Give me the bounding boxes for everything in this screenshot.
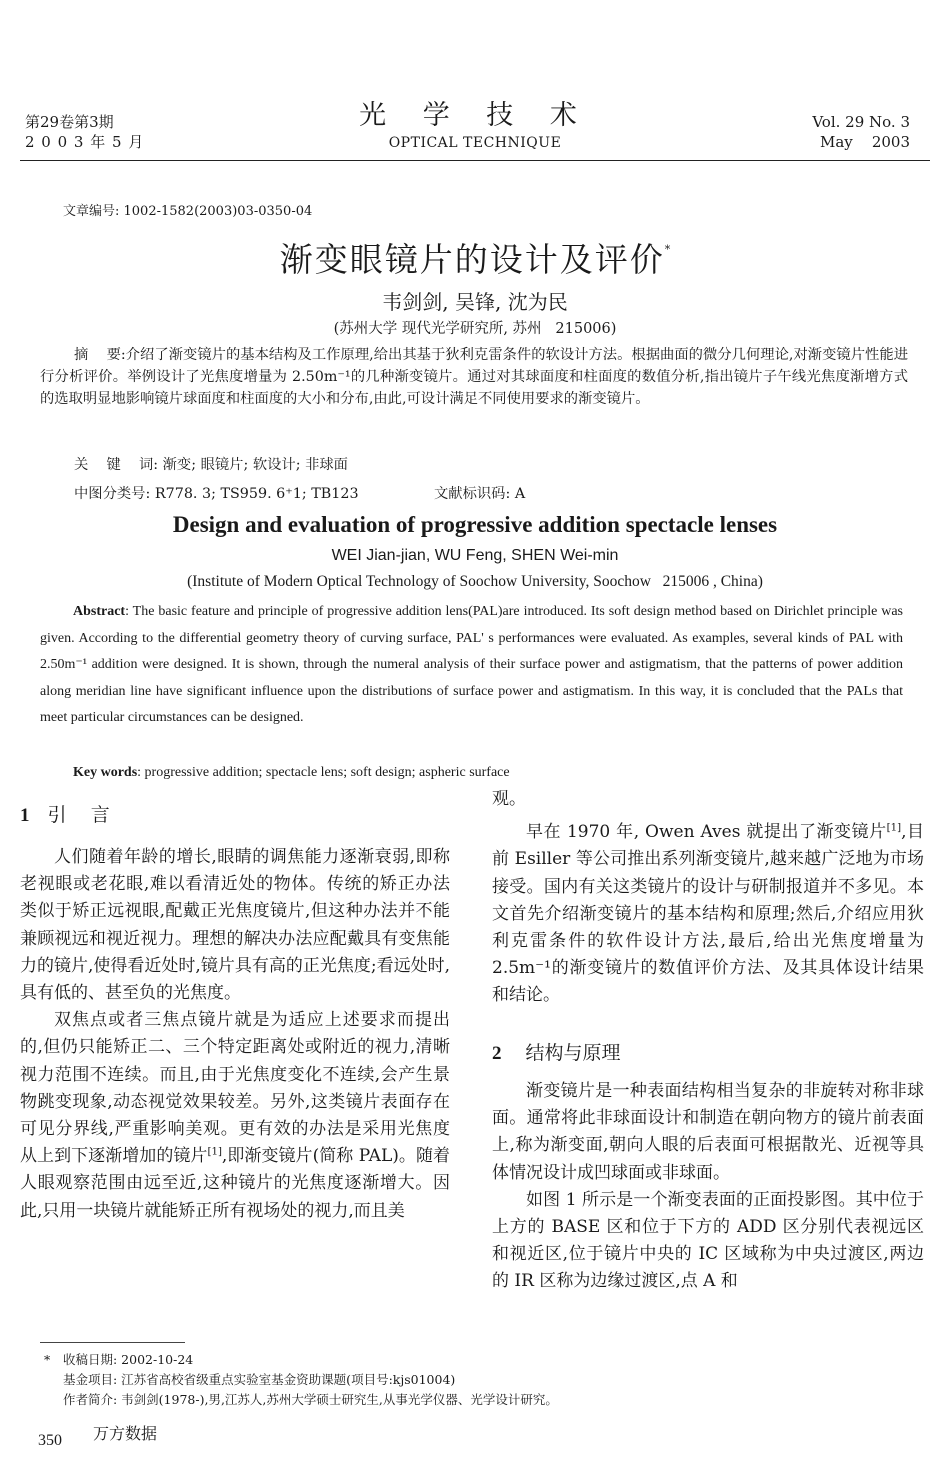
keywords-en: [73, 760, 510, 787]
author-bio: 作者简介: 韦剑剑(1978-),男,江苏人,苏州大学硕士研究生,从事光学仪器、光学设计研究。: [63, 1392, 558, 1407]
issue-volume: 第29卷第3期: [25, 113, 114, 131]
section-2-number: 2: [492, 1043, 502, 1064]
citation-ref: [1]: [207, 1146, 222, 1158]
volume-date: May 2003: [819, 133, 910, 151]
document-code: [434, 483, 525, 505]
intro-paragraph-2-end: 观。: [492, 789, 526, 809]
keywords-cn-text: 渐变; 眼镜片; 软设计; 非球面: [162, 457, 348, 473]
intro-paragraph-3: [492, 819, 924, 1009]
title-footnote-mark: *: [664, 243, 671, 256]
intro-paragraph-2-text-b: ,即渐变镜片(简称 PAL)。随着人眼观察范围由远至近,这种镜片的光焦度逐渐增大。因此,只用一块镜片就能矫正所有视场处的视力,而且美: [20, 1146, 450, 1221]
section-2-title: 结构与原理: [525, 1042, 621, 1064]
fund-info: 基金项目: 江苏省高校省级重点实验室基金资助课题(项目号:kjs01004): [63, 1372, 456, 1387]
classification-label: 中图分类号:: [74, 486, 151, 502]
title-block: [0, 234, 950, 281]
section-1-heading: [20, 800, 110, 827]
section-1-number: 1: [20, 805, 30, 826]
footnote: [63, 1350, 558, 1410]
paper-title-cn: 渐变眼镜片的设计及评价: [279, 240, 665, 279]
section-2-heading: [492, 1038, 621, 1065]
section-1-title: 引 言: [47, 804, 110, 826]
journal-masthead: [0, 101, 950, 151]
article-number: 文章编号: 1002-1582(2003)03-0350-04: [63, 204, 313, 219]
keywords-cn-label: 关 键 词:: [74, 457, 159, 473]
intro-paragraph-3-text-a: 早在 1970 年, Owen Aves 就提出了渐变镜片: [526, 822, 887, 843]
citation-ref: [1]: [886, 822, 902, 834]
volume-number: Vol. 29 No. 3: [812, 113, 910, 131]
authors-en: WEI Jian-jian, WU Feng, SHEN Wei-min: [331, 547, 619, 564]
paper-title-en: Design and evaluation of progressive addition spectacle lenses: [172, 512, 778, 537]
abstract-cn-text: 介绍了渐变镜片的基本结构及工作原理,给出其基于狄利克雷条件的软设计方法。根据曲面的微分几何理论,对渐变镜片性能进行分析评价。举例设计了光焦度增量为 2.50m⁻¹的几种渐变镜片。通过对其球面度和柱面度的数值分析,指出镜片子午线光焦度渐增方式的选取明显地影响镜片球面度和柱面度的大小和分布,由此,可设计满足不同使用要求的渐变镜片。: [40, 347, 908, 407]
abstract-cn: [40, 344, 908, 410]
issue-date: 2 0 0 3 年 5 月: [25, 133, 145, 151]
watermark: 万方数据: [93, 1424, 158, 1443]
classification-text: R778. 3; TS959. 6⁺1; TB123: [154, 486, 359, 502]
document-code-value: A: [514, 486, 526, 502]
page-number: 350: [38, 1432, 62, 1449]
keywords-en-text: : progressive addition; spectacle lens; soft design; aspheric surface: [137, 765, 510, 780]
abstract-cn-label: 摘 要:: [74, 347, 126, 363]
classification: [74, 483, 359, 505]
abstract-en-label: Abstract: [73, 604, 126, 619]
volume-info: [812, 112, 910, 152]
intro-paragraph-2: [20, 1007, 450, 1225]
structure-paragraph-1: 渐变镜片是一种表面结构相当复杂的非旋转对称非球面。通常将此非球面设计和制造在朝向物方的镜片前表面上,称为渐变面,朝向人眼的后表面可根据散光、近视等具体情况设计成凹球面或非球面。: [492, 1081, 924, 1183]
section-1-right-column: [492, 786, 924, 1010]
footnote-rule: [40, 1342, 185, 1343]
affiliation-cn: (苏州大学 现代光学研究所, 苏州 215006): [333, 321, 617, 337]
intro-paragraph-2-text-a: 双焦点或者三焦点镜片就是为适应上述要求而提出的,但仍只能矫正二、三个特定距离处或附近的视力,清晰视力范围不连续。而且,由于光焦度变化不连续,会产生景物跳变现象,动态视觉效果较差。另外,这类镜片表面存在可见分界线,严重影响美观。更有效的办法是采用光焦度从上到下逐渐增加的镜片: [20, 1010, 450, 1167]
authors-cn: 韦剑剑, 吴锋, 沈为民: [382, 290, 568, 314]
section-1-left-column: [20, 844, 450, 1225]
header-rule: [20, 160, 930, 161]
intro-paragraph-3-text-b: ,目前 Esiller 等公司推出系列渐变镜片,越来越广泛地为市场接受。国内有关这类镜片的设计与研制报道并不多见。本文首先介绍渐变镜片的基本结构和原理;然后,介绍应用狄利克雷条件的软件设计方法,最后,给出光焦度增量为 2.5m⁻¹的渐变镜片的数值评价方法、及其具体设计结果和结论。: [492, 822, 924, 1006]
structure-paragraph-2: 如图 1 所示是一个渐变表面的正面投影图。其中位于上方的 BASE 区和位于下方的 ADD 区分别代表视远区和视近区,位于镜片中央的 IC 区域称为中央过渡区,两边的 IR 区称为边缘过渡区,点 A 和: [492, 1189, 924, 1292]
intro-paragraph-1: 人们随着年龄的增长,眼睛的调焦能力逐渐衰弱,即称老视眼或老花眼,难以看清近处的物体。传统的矫正办法类似于矫正远视眼,配戴正光焦度镜片,但这种办法并不能兼顾视远和视近视力。理想的解决办法应配戴具有变焦能力的镜片,使得看近处时,镜片具有高的正光焦度;看远处时,具有低的、甚至负的光焦度。: [20, 847, 450, 1004]
received-date: 收稿日期: 2002-10-24: [63, 1352, 194, 1367]
keywords-en-label: Key words: [73, 765, 138, 780]
abstract-en: [40, 599, 903, 732]
journal-name-cn: 光 学 技 术: [359, 100, 591, 131]
document-code-label: 文献标识码:: [434, 486, 511, 502]
abstract-en-text: : The basic feature and principle of progressive addition lens(PAL)are introduced. Its soft design method based on Dirichlet principle was given. According to the differential geometry theory of curving surface, PAL' s performances were evaluated. As examples, several kinds of PAL with 2.50m⁻¹ addition were designed. It is shown, through the numeral analysis of their surface power and astigmatism, that the patterns of power addition along meridian line have significant influence upon the distributions of surface power and astigmatism. In this way, it is concluded that the PALs that meet particular circumstances can be designed.: [40, 604, 903, 726]
journal-name-en: OPTICAL TECHNIQUE: [388, 135, 562, 151]
keywords-cn: [74, 454, 348, 476]
section-2-body: [492, 1078, 924, 1296]
footnote-mark: *: [44, 1352, 51, 1367]
affiliation-en: (Institute of Modern Optical Technology of Soochow University, Soochow 215006 , China): [187, 573, 763, 590]
